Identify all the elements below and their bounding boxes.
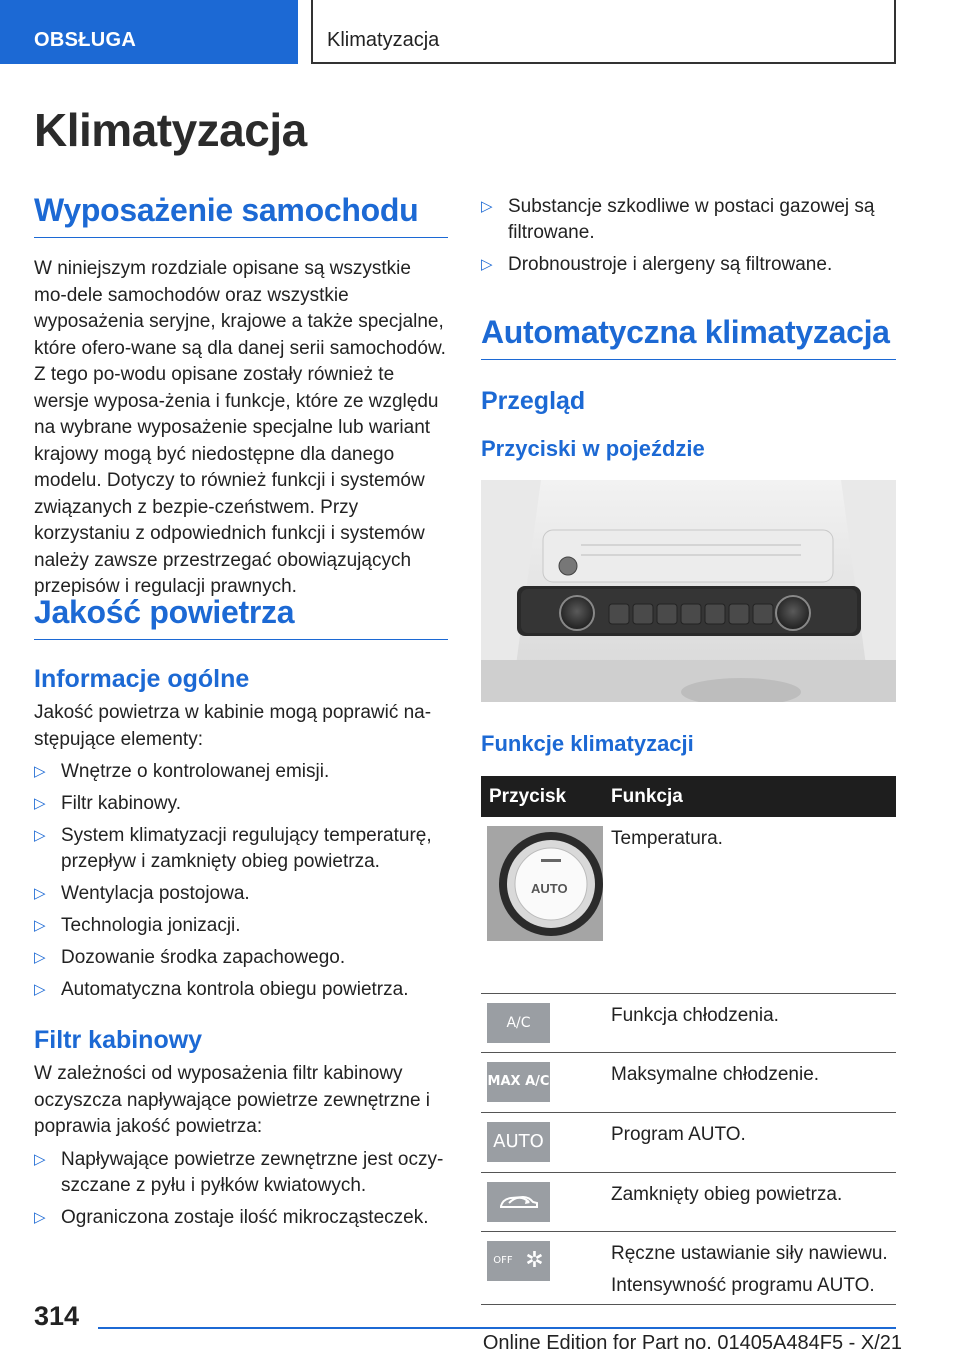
list-item: ▷ Wnętrze o kontrolowanej emisji. [34, 759, 448, 785]
max-ac-button-icon: MAX A/C [487, 1062, 550, 1102]
list-item: ▷ Substancje szkodliwe w postaci gazowej są filtrowane. [481, 196, 875, 243]
table-header-row [481, 776, 896, 817]
triangle-bullet-icon: ▷ [34, 1208, 46, 1226]
list-item: ▷ Automatyczna kontrola obiegu powietrza. [34, 977, 448, 1003]
section-auto-climate [481, 314, 896, 462]
section-title-functions: Funkcje klimatyzacji [481, 731, 694, 756]
section-title-auto-climate: Automatyczna klimatyzacja [481, 314, 896, 360]
header-chapter: Klimatyzacja [327, 29, 440, 51]
filter-list [481, 194, 896, 278]
triangle-bullet-icon: ▷ [34, 795, 46, 812]
table-header-function: Funkcja [603, 776, 896, 817]
header-section-tab [0, 0, 298, 64]
header-chapter-box [311, 0, 896, 64]
list-item: ▷ Ograniczona zostaje ilość mikrocząsteczek. [34, 1205, 448, 1231]
table-row [481, 817, 896, 993]
function-text: Ręczne ustawianie siły nawiewu. [611, 1242, 888, 1264]
function-text: Funkcja chłodzenia. [603, 993, 896, 1052]
triangle-bullet-icon: ▷ [34, 1150, 46, 1168]
table-row [481, 1052, 896, 1112]
triangle-bullet-icon: ▷ [34, 763, 46, 780]
ac-button-icon: A/C [487, 1003, 550, 1043]
subsection-title-general: Informacje ogólne [34, 665, 250, 693]
cabin-filter-list [34, 1147, 448, 1231]
table-row [481, 1231, 896, 1304]
edition-text: Online Edition for Part no. 01405A484F5 - X/21 [482, 1332, 902, 1354]
list-item: ▷ Dozowanie środka zapachowego. [34, 945, 448, 971]
page-number: 314 [34, 1301, 80, 1331]
fan-off-label: OFF [493, 1254, 513, 1266]
triangle-bullet-icon: ▷ [34, 827, 46, 844]
climate-panel-photo [481, 480, 896, 702]
section-cabin-filter [34, 1026, 448, 1237]
recirculation-icon [487, 1182, 550, 1222]
table-header-button: Przycisk [481, 776, 603, 817]
subsubsection-title-buttons: Przyciski w pojeździe [481, 436, 705, 461]
table-row [481, 1112, 896, 1172]
function-text: Maksymalne chłodzenie. [603, 1052, 896, 1112]
table-row [481, 993, 896, 1052]
air-quality-list [34, 759, 448, 1003]
air-quality-text: Jakość powietrza w kabinie mogą poprawić na-stępujące elementy: [34, 702, 432, 750]
list-item: ▷ System klimatyzacji regulujący temperaturę, przepływ i zamknięty obieg powietrza. [34, 825, 432, 872]
triangle-bullet-icon: ▷ [34, 981, 46, 998]
list-item: ▷ Napływające powietrze zewnętrzne jest oczy-szczane z pyłu i pyłków kwiatowych. [34, 1148, 444, 1196]
triangle-bullet-icon: ▷ [34, 949, 46, 966]
fan-button-icon [487, 1241, 550, 1281]
subsection-title-cabin-filter: Filtr kabinowy [34, 1026, 203, 1054]
functions-table [481, 776, 896, 1305]
section-equipment [34, 192, 448, 601]
function-text: Program AUTO. [603, 1112, 896, 1172]
section-air-quality [34, 594, 448, 1009]
auto-button-icon: AUTO [487, 1122, 550, 1162]
page-title: Klimatyzacja [34, 104, 307, 156]
temperature-knob-icon [487, 826, 603, 941]
table-row [481, 1172, 896, 1231]
triangle-bullet-icon: ▷ [34, 917, 46, 934]
section-title-equipment: Wyposażenie samochodu [34, 192, 448, 238]
section-functions [481, 731, 896, 757]
triangle-bullet-icon: ▷ [481, 198, 493, 215]
function-text: Temperatura. [603, 817, 896, 993]
fan-icon: ✲ [525, 1247, 544, 1273]
equipment-text: W niniejszym rozdziale opisane są wszystkie mo-dele samochodów oraz wszystkie wyposażenia seryjne, krajowe a także specjalne, które ofero-wane są dla danej serii samochodów. Z tego po-wodu opisane zostały również te wersje wyposa-żenia i funkcje, które ze względu na wybrane wyposażenie specjalne lub wariant krajowy mogą być niedostępne dla danego modelu. Dotyczy to również funkcji i systemów związanych z bezpie-czeństwem. Przy korzystaniu z odpowiednich funkcji i systemów należy zawsze przestrzegać obowiązujących przepisów i regulacji prawnych. [34, 258, 446, 597]
function-text: Zamknięty obieg powietrza. [603, 1172, 896, 1231]
triangle-bullet-icon: ▷ [34, 885, 46, 902]
header-section: OBSŁUGA [34, 29, 137, 51]
auto-label: AUTO [531, 881, 568, 896]
subsection-title-overview: Przegląd [481, 387, 586, 415]
cabin-filter-text: W zależności od wyposażenia filtr kabinowy oczyszcza napływające powietrze zewnętrzne i poprawia jakość powietrza: [34, 1063, 431, 1137]
list-item: ▷ Wentylacja postojowa. [34, 881, 448, 907]
triangle-bullet-icon: ▷ [481, 256, 493, 273]
footer-divider [98, 1327, 896, 1329]
list-item: ▷ Technologia jonizacji. [34, 913, 448, 939]
climate-panel-illustration [481, 480, 896, 702]
filter-list-continued [481, 194, 896, 284]
list-item: ▷ Drobnoustroje i alergeny są filtrowane. [481, 252, 896, 278]
section-title-air-quality: Jakość powietrza [34, 594, 448, 640]
function-text-secondary: Intensywność programu AUTO. [611, 1274, 875, 1296]
list-item: ▷ Filtr kabinowy. [34, 791, 448, 817]
